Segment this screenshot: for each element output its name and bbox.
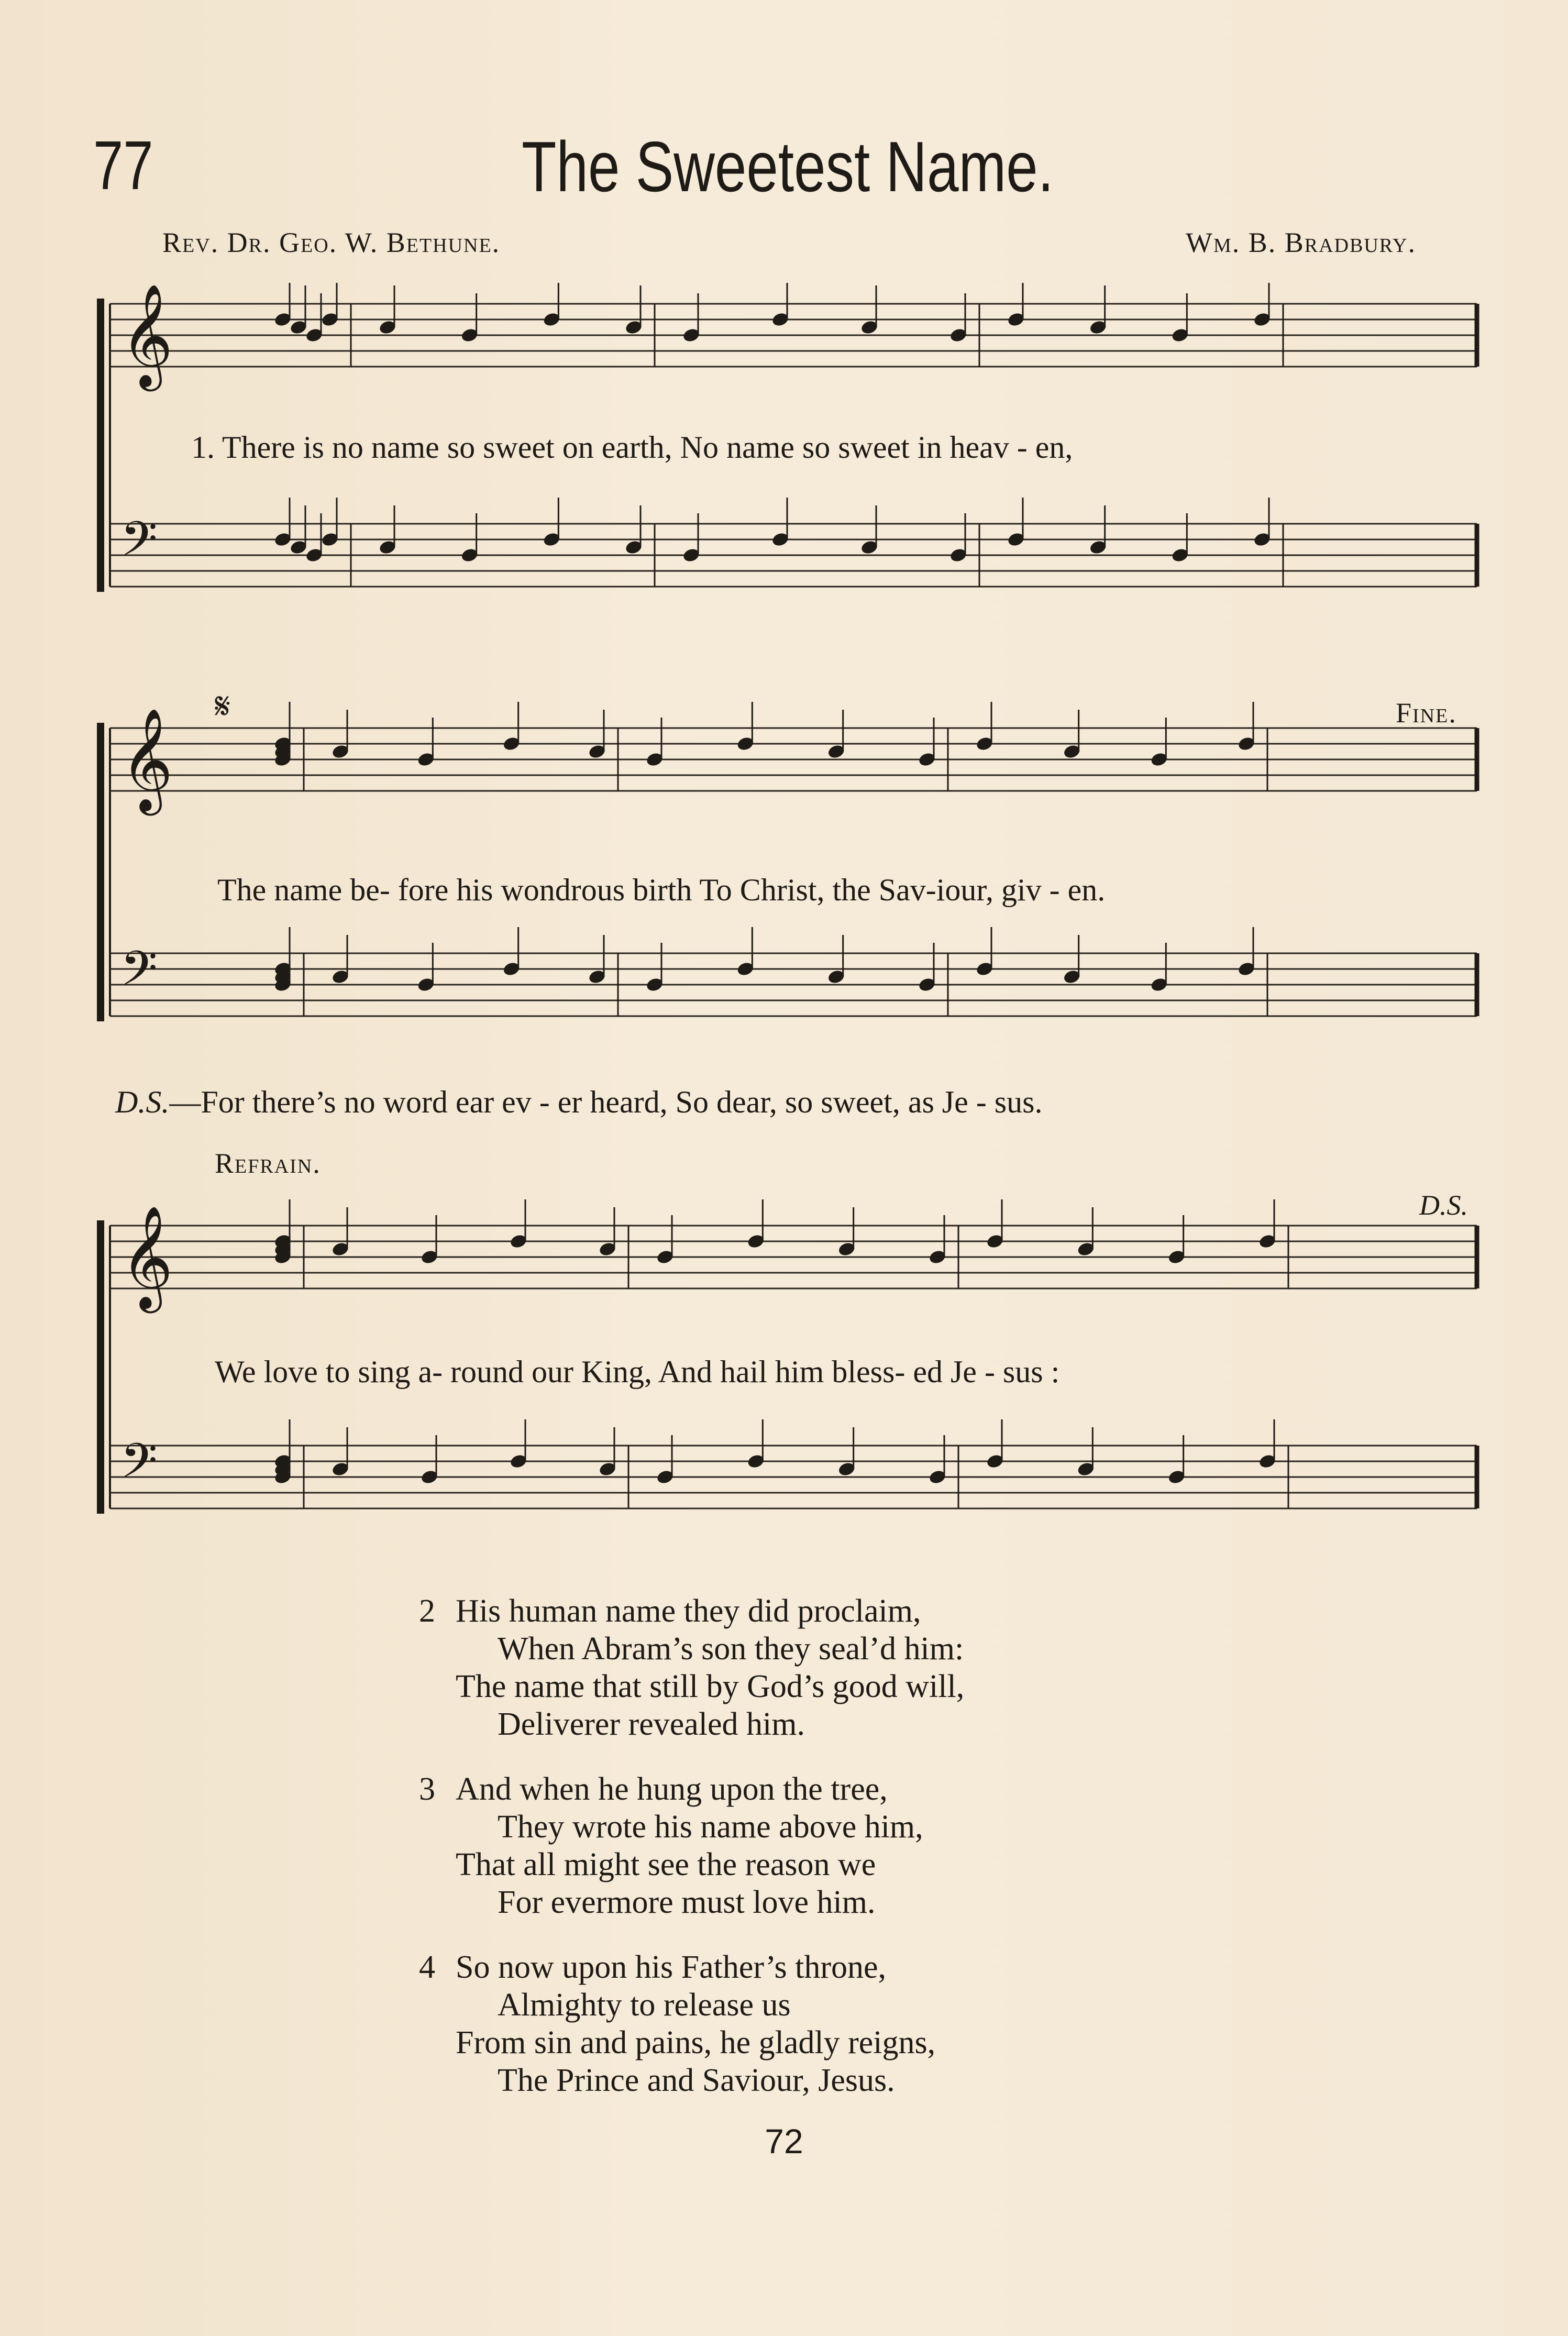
- verse-line: That all might see the reason we: [456, 1847, 876, 1882]
- score-system-2: [89, 686, 1493, 1137]
- verse-number: 3: [419, 1771, 435, 1807]
- ds-mark: D.S.: [1419, 1189, 1468, 1221]
- verse-line: They wrote his name above him,: [498, 1809, 923, 1845]
- hymn-title: The Sweetest Name.: [522, 127, 1054, 206]
- verse-line: Almighty to release us: [498, 1987, 791, 2023]
- verse-1-lyric: 1. There is no name so sweet on earth, No name so sweet in heav - en,: [191, 430, 1073, 465]
- verse-line: 3 And when he hung upon the tree,: [419, 1771, 888, 1807]
- verse-1-lyric-line-2: The name be- fore his wondrous birth To Christ, the Sav-iour, giv - en.: [217, 873, 1106, 907]
- fine-mark: Fine.: [1396, 697, 1457, 729]
- bass-clef: 𝄢: [120, 1433, 158, 1500]
- music-system-1: [89, 283, 1493, 618]
- verse-line: The name that still by God’s good will,: [456, 1669, 965, 1704]
- treble-clef: 𝄞: [120, 283, 173, 387]
- music-system-2: [89, 686, 1493, 1137]
- verse-2: [419, 1592, 1257, 1743]
- treble-clef: 𝄞: [120, 708, 173, 811]
- refrain-label: Refrain.: [215, 1148, 321, 1179]
- verse-number: 2: [419, 1593, 435, 1629]
- hymn-number: 77: [93, 127, 153, 204]
- verse-line: 2 His human name they did proclaim,: [419, 1593, 921, 1629]
- bass-clef: 𝄢: [120, 941, 158, 1008]
- verse-line: Deliverer revealed him.: [498, 1706, 805, 1742]
- composer-credit: Wm. B. Bradbury.: [1185, 227, 1416, 258]
- verse-line: 4 So now upon his Father’s throne,: [419, 1949, 887, 1985]
- ds-lyric: —For there’s no word ear ev - er heard, So dear, so sweet, as Je - sus.: [169, 1085, 1043, 1119]
- additional-verses: [419, 1592, 1257, 2126]
- verse-line: For evermore must love him.: [498, 1885, 876, 1920]
- refrain-lyric: We love to sing a- round our King, And hail him bless- ed Je - sus :: [215, 1354, 1060, 1389]
- segno-sign: 𝄋: [215, 687, 231, 727]
- page-number: 72: [765, 2122, 803, 2161]
- verse-line: When Abram’s son they seal’d him:: [498, 1631, 964, 1667]
- verse-number: 4: [419, 1949, 435, 1985]
- music-system-3: [89, 1147, 1493, 1582]
- verse-line: From sin and pains, he gladly reigns,: [456, 2025, 936, 2060]
- verse-line: The Prince and Saviour, Jesus.: [498, 2063, 895, 2098]
- bass-clef: 𝄢: [120, 511, 158, 578]
- treble-clef: 𝄞: [120, 1205, 173, 1309]
- ds-label: D.S.: [115, 1085, 170, 1119]
- verse-3: [419, 1770, 1257, 1921]
- lyricist-credit: Rev. Dr. Geo. W. Bethune.: [162, 227, 501, 258]
- ds-lyric-line: [115, 1084, 1042, 1120]
- verse-4: [419, 1948, 1257, 2099]
